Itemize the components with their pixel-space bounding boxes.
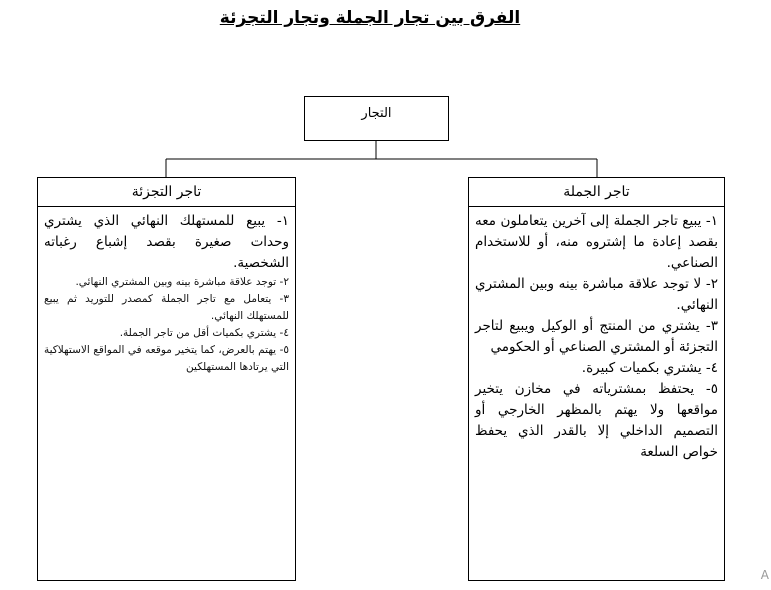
wholesale-body [469,207,724,463]
retail-header: تاجر التجزئة [38,178,295,207]
wholesale-item-5: ٥- يحتفظ بمشترياته في مخازن يتخير مواقعها ولا يهتم بالمظهر الخارجي أو التصميم الداخلي إلا بالقدر الذي يحفظ خواص السلعة [475,381,718,460]
wholesale-item-3: ٣- يشتري من المنتج أو الوكيل ويبيع لتاجر التجزئة أو المشتري الصناعي أو الحكومي [475,318,718,355]
wholesale-item-2: ٢- لا توجد علاقة مباشرة بينه وبين المشتري النهائي. [475,276,718,313]
retail-column [37,177,296,581]
retail-item-4: ٤- يشتري بكميات أقل من تاجر الجملة. [119,327,289,339]
wholesale-column [468,177,725,581]
root-node-box [304,96,449,141]
wholesale-item-4: ٤- يشتري بكميات كبيرة. [581,360,718,376]
retail-item-1: ١- يبيع للمستهلك النهائي الذي يشتري وحدات صغيرة بقصد إشباع رغباته الشخصية. [44,213,289,271]
retail-item-3: ٣- يتعامل مع تاجر الجملة كمصدر للتوريد ثم يبيع للمستهلك النهائي. [44,293,289,322]
page-title: الفرق بين تجار الجملة وتجار التجزئة [219,8,521,28]
retail-body [38,207,295,376]
wholesale-header: تاجر الجملة [469,178,724,207]
wholesale-item-1: ١- يبيع تاجر الجملة إلى آخرين يتعاملون معه بقصد إعادة ما إشتروه منه، أو للاستخدام الصناعي. [475,213,718,271]
retail-item-2: ٢- توجد علاقة مباشرة بينه وبين المشتري النهائي. [75,276,289,288]
root-node-label: التجار [361,106,392,121]
corner-mark: A [760,568,769,582]
retail-item-5: ٥- يهتم بالعرض، كما يتخير موقعه في المواقع الاستهلاكية التي يرتادها المستهلكين [44,344,289,373]
